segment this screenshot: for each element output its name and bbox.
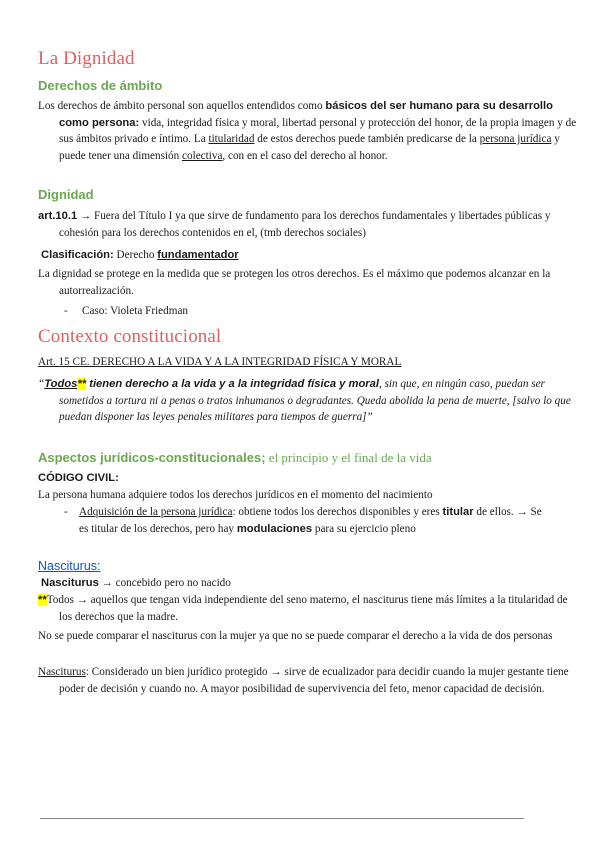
heading-aspectos-juridicos: Aspectos jurídicos-constitucionales; el principio y el final de la vida (38, 450, 432, 465)
heading-dignidad: Dignidad (38, 187, 94, 202)
paragraph-comparacion: No se puede comparar el nasciturus con la mujer ya que no se puede comparar el derecho a la vida de dos personas (38, 630, 553, 642)
paragraph-persona-humana: La persona humana adquiere todos los derechos jurídicos en el momento del nacimiento (38, 489, 433, 501)
title-la-dignidad: La Dignidad (38, 48, 135, 69)
paragraph-dignidad-proteccion: La dignidad se protege en la medida que se protegen los otros derechos. Es el máximo que podemos alcanzar en la autorrealización. (38, 268, 551, 297)
codigo-civil-label: CÓDIGO CIVIL: (38, 472, 119, 484)
article-15-quote: “Todos** tienen derecho a la vida y a la integridad física y moral, sin que, en ningún caso, puedan ser sometidos a tortura ni a penas o tratos inhumanos o degradantes. Queda abolida la pena de muerte, [salvo lo que puedan disponer las leyes penales militares para tiempos de guerra]” (38, 378, 571, 423)
bullet-dash: - (64, 305, 68, 317)
footer-divider (40, 818, 524, 819)
heading-derechos-de-ambito: Derechos de ámbito (38, 78, 163, 93)
nasciturus-link[interactable]: Nasciturus: (38, 559, 101, 573)
paragraph-nasciturus-definicion: Nasciturus → concebido pero no nacido (41, 577, 231, 589)
bullet-adquisicion: Adquisición de la persona jurídica: obtiene todos los derechos disponibles y eres titular de ellos. → Se es titular de los derechos, pero hay modulaciones para su ejercicio pleno (79, 506, 542, 535)
paragraph-clasificacion: Clasificación: Derecho fundamentador (41, 249, 239, 261)
article-15-heading: Art. 15 CE. DERECHO A LA VIDA Y A LA INTEGRIDAD FÍSICA Y MORAL (38, 356, 402, 368)
title-contexto-constitucional: Contexto constitucional (38, 326, 222, 347)
paragraph-nasciturus-bien-juridico: Nasciturus: Considerado un bien jurídico protegido → sirve de ecualizador para decidir cuando la mujer gestante tiene poder de decisión y cuando no. A mayor posibilidad de supervivencia del feto, menor capacidad de decisión. (38, 666, 569, 695)
paragraph-derechos-ambito: Los derechos de ámbito personal son aquellos entendidos como básicos del ser humano para su desarrollo como persona: vida, integridad física y moral, libertad personal y protección del honor, de la propia imagen y de sus ámbitos privado e íntimo. La titularidad de estos derechos puede también predicarse de la persona jurídica y puede tener una dimensión colectiva, con en el caso del derecho al honor. (38, 100, 577, 162)
paragraph-art-10-1: art.10.1 → Fuera del Título I ya que sirve de fundamento para los derechos fundamentales y libertades públicas y cohesión para los derechos contenidos en el, (tmb derechos sociales) (38, 210, 551, 239)
paragraph-todos-nota: **Todos → aquellos que tengan vida independiente del seno materno, el nasciturus tiene más límites a la titularidad de los derechos que la madre. (38, 594, 568, 623)
bullet-dash: - (64, 506, 68, 518)
bullet-caso-violeta: Caso: Violeta Friedman (82, 305, 189, 317)
